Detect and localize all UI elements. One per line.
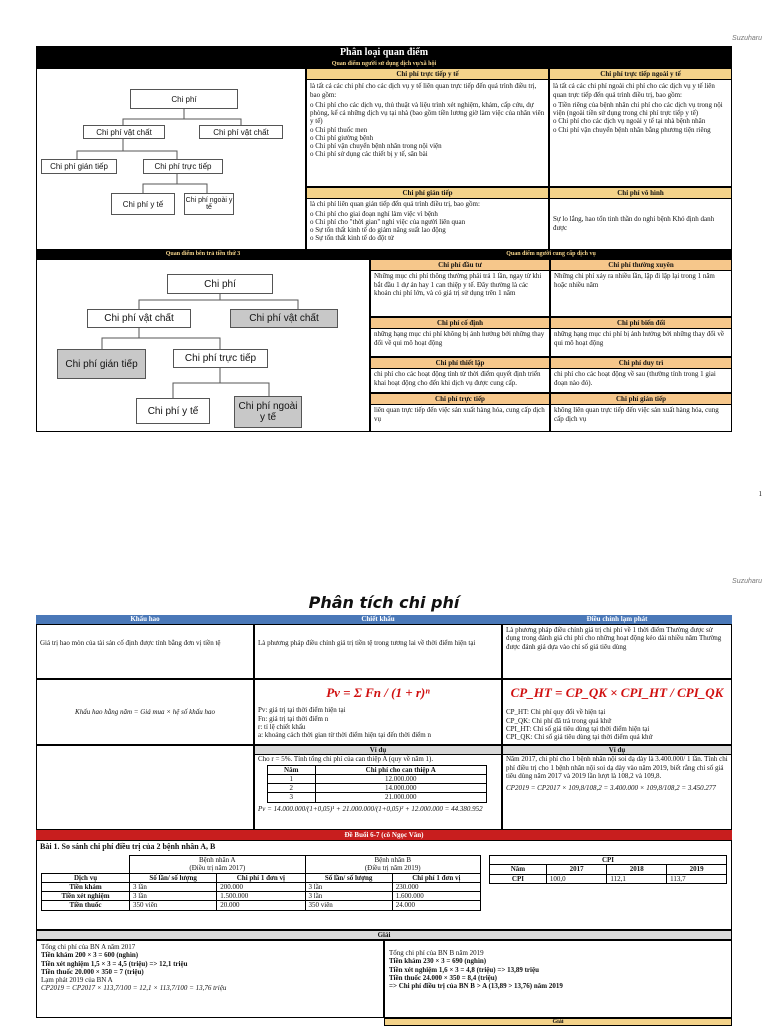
tree2-material-cost-node-2: Chi phí vật chất	[230, 309, 338, 328]
provider-cost-text: những hạng mục chi phí không bị ảnh hưởng bởi những thay đổi về qui mô hoạt động	[374, 330, 545, 347]
solution-a-line: Lạm phát 2019 của BN A	[41, 976, 113, 984]
table-row	[268, 793, 487, 802]
table-cell: 2	[268, 784, 316, 793]
inflation-var-2: CPI_HT: Chỉ số giá tiêu dùng tại thời điểm hiện tại	[506, 724, 650, 733]
analysis-grid	[36, 615, 732, 830]
discount-result: Pv = 14.000.000/(1+0,05)¹ + 21.000.000/(1+0,05)² + 12.000.000 = 44.380.952	[258, 804, 483, 813]
cpi-table	[489, 855, 727, 884]
exercise-table	[41, 855, 481, 911]
direct-nonmedical-cell	[549, 68, 732, 187]
provider-cost-cell	[370, 259, 550, 317]
discount-var-2: r: tỉ lệ chiết khấu	[258, 722, 306, 731]
table-cell: 3 lần	[305, 892, 392, 901]
author-label: Suzuharu	[732, 35, 762, 42]
indirect-header: Chi phí gián tiếp	[307, 188, 548, 199]
tree2-material-cost-node: Chi phí vật chất	[87, 309, 191, 328]
solution-b-line: => Chi phí điều trị của BN B > A (13,89 > 13,76) năm 2019	[389, 982, 563, 990]
depreciation-definition: Giá trị hao mòn của tài sản cố định được tính bằng đơn vị tiền tệ	[36, 624, 254, 679]
provider-cost-text: chi phí cho các hoạt động về sau (thường tính trong 1 giai đoạn nào đó).	[554, 370, 716, 387]
tree2-root-node: Chi phí	[167, 274, 273, 294]
tree2-nonmedical-node: Chi phí ngoài y tế	[234, 396, 302, 428]
direct-nonmedical-list	[550, 101, 731, 134]
provider-cost-header: Chi phí trực tiếp	[371, 394, 549, 405]
list-item: o Sự tổn thất kinh tế do đột tử	[310, 234, 545, 242]
table-cell: 1	[268, 774, 316, 783]
table-cell: 112,1	[607, 874, 667, 883]
provider-cost-cell	[550, 259, 732, 317]
provider-cost-text: liên quan trực tiếp đến việc sản xuất hàng hóa, cung cấp dịch vụ	[374, 406, 545, 423]
provider-cost-text: chi phí cho các hoạt động tính từ thời điểm quyết định triển khai hoạt động cho đến khi dịch vụ được cung cấp.	[374, 370, 541, 387]
patient-a-sub: (Điều trị năm 2017)	[189, 864, 246, 873]
table-cell: 100,0	[546, 874, 606, 883]
list-item: o Chi phí cho các dịch vụ, thủ thuật và liệu trình xét nghiệm, khám, cấp cứu, dự phòng, kể cả những dịch vụ tại nhà (bao gồm tiền lương giờ làm việc của nhân viên y tế)	[310, 101, 545, 126]
solution-a-line: CP2019 = CP2017 × 113,7/100 = 12,1 × 113,7/100 = 13,76 triệu	[41, 984, 227, 993]
solution-b-line: Tiền khám 230 × 3 = 690 (nghìn)	[389, 957, 487, 966]
inflation-formula-cell	[502, 679, 732, 745]
table-cell: 3 lần	[130, 882, 217, 891]
inflation-var-1: CP_QK: Chi phí đã trả trong quá khứ	[506, 716, 612, 725]
indirect-list	[307, 210, 548, 243]
list-item: o Chi phí vận chuyển bệnh nhân bằng phương tiện riêng	[553, 126, 728, 134]
table-header: 2017	[546, 865, 606, 874]
inflation-header: Điều chỉnh lạm phát	[502, 615, 732, 624]
table-header: Số lần/ số lượng	[305, 873, 392, 882]
table-row	[490, 874, 727, 883]
provider-cost-text: những hạng mục chi phí bị ảnh hưởng bởi những thay đổi về qui mô hoạt động	[554, 330, 725, 347]
table-cell: 200.000	[217, 882, 305, 891]
provider-cost-cell	[370, 393, 550, 432]
table-cell: 14.000.000	[315, 784, 487, 793]
table-header: Chi phí 1 đơn vị	[392, 873, 480, 882]
third-party-bar: Quan điểm bên trả tiền thứ 3	[36, 250, 370, 259]
table-header: Năm	[268, 765, 316, 774]
tree-material-cost-node: Chi phí vật chất	[83, 125, 165, 139]
table-header: Năm	[490, 865, 547, 874]
tree2-direct-node: Chi phí trực tiếp	[173, 349, 268, 368]
tree-nonmedical-node: Chi phí ngoài y tế	[184, 193, 234, 215]
indirect-intro: là chi phí liên quan gián tiếp đến quá trình điều trị, bao gồm:	[310, 200, 480, 209]
solution-bar: Giải	[36, 930, 732, 940]
list-item: o Chi phí vận chuyển bệnh nhân trong nội viện	[310, 142, 545, 150]
depreciation-formula: Khấu hao hằng năm = Giá mua × hệ số khấu hao	[36, 679, 254, 745]
depreciation-header: Khấu hao	[36, 615, 254, 624]
provider-grid	[370, 259, 732, 432]
table-header: Dịch vụ	[42, 873, 130, 882]
table-header: 2019	[667, 865, 727, 874]
table-cell: 21.000.000	[315, 793, 487, 802]
author-label-2: Suzuharu	[732, 578, 762, 585]
page-number: 1	[758, 490, 762, 498]
discount-table	[267, 765, 487, 803]
solution-b-line: Tiền thuốc 24.000 × 350 = 8,4 (triệu)	[389, 973, 497, 982]
table-header: Số lần/ số lượng	[130, 873, 217, 882]
exercise-title: Bài 1. So sánh chi phí điều trị của 2 bệnh nhân A, B	[40, 842, 216, 851]
inflation-example	[502, 745, 732, 830]
provider-cost-header: Chi phí biến đổi	[551, 318, 731, 329]
discount-example-text: Cho r = 5%. Tính tổng chi phí của can thiệp A (quy về năm 1).	[258, 755, 434, 764]
list-item: o Chi phí sử dụng các thiết bị y tế, săn bài	[310, 150, 545, 158]
discount-example	[254, 745, 502, 830]
tree-indirect-node: Chi phí gián tiếp	[41, 159, 117, 174]
cost-tree-panel	[36, 68, 306, 250]
indirect-cell	[306, 187, 549, 250]
provider-cost-header: Chi phí cố định	[371, 318, 549, 329]
solution-a-line: Tiền khám 200 × 3 = 600 (nghìn)	[41, 951, 139, 960]
tree-material-cost-node-2: Chi phí vật chất	[199, 125, 283, 139]
intangible-cell	[549, 187, 732, 250]
patient-b-label: Bệnh nhân B	[374, 856, 412, 864]
table-cell: 350 viên	[130, 901, 217, 910]
table-cell: 113,7	[667, 874, 727, 883]
tree2-medical-node: Chi phí y tế	[136, 398, 210, 424]
tree-medical-node: Chi phí y tế	[111, 193, 175, 215]
tree-direct-node: Chi phí trực tiếp	[143, 159, 223, 174]
solution-a	[36, 940, 384, 1018]
tree2-indirect-node: Chi phí gián tiếp	[57, 349, 146, 379]
list-item: o Sự tổn thất kinh tế do giảm năng suất lao động	[310, 226, 545, 234]
intangible-text: Sự lo lắng, hao tổn tinh thần do nghỉ bệnh Khó định danh được	[553, 215, 715, 232]
table-cell: 3 lần	[305, 882, 392, 891]
discount-var-3: a: khoảng cách thời gian từ thời điểm hiện tại đến thời điểm n	[258, 731, 431, 740]
table-cell: 230.000	[392, 882, 480, 891]
table-row	[268, 774, 487, 783]
inflation-var-0: CP_HT: Chi phí quy đổi về hiện tại	[506, 708, 606, 717]
table-cell: 12.000.000	[315, 774, 487, 783]
discount-formula-cell	[254, 679, 502, 745]
tree-root-node: Chi phí	[130, 89, 238, 109]
provider-cost-text: Những chi phí xảy ra nhiều lần, lặp đi lặp lại trong 1 năm hoặc nhiều năm	[554, 272, 715, 289]
inflation-result: CP2019 = CP2017 × 109,8/108,2 = 3.400.000 × 109,8/108,2 = 3.450.277	[506, 784, 716, 792]
table-row	[42, 892, 481, 901]
discount-var-1: Fn: giá trị tại thời điểm n	[258, 714, 329, 723]
inflation-var-3: CPI_QK: Chỉ số giá tiêu dùng tại thời điểm quá khứ	[506, 733, 653, 742]
example-header-2: Ví dụ	[503, 746, 731, 755]
table-header: Chi phí cho can thiệp A	[315, 765, 487, 774]
list-item: o Tiền riêng của bệnh nhân chi phí cho các dịch vụ trong nội viện (ngoài tiền sử dụng trong chi phí trực tiếp y tế)	[553, 101, 728, 118]
solution-a-line: Tổng chi phí của BN A năm 2017	[41, 943, 136, 951]
provider-cost-cell	[550, 393, 732, 432]
page2-title: Phân tích chi phí	[308, 593, 460, 612]
table-cell: 20.000	[217, 901, 305, 910]
table-cell: 3	[268, 793, 316, 802]
patient-b-sub: (Điều trị năm 2019)	[364, 864, 421, 873]
provider-cost-header: Chi phí gián tiếp	[551, 394, 731, 405]
solution-bar-2: Giải	[384, 1018, 732, 1026]
list-item: o Chi phí cho "thời gian" nghỉ việc của người liên quan	[310, 218, 545, 226]
solution-a-line: Tiền xét nghiệm 1,5 × 3 = 4,5 (triệu) => 12,1 triệu	[41, 959, 188, 968]
example-header: Ví dụ	[255, 746, 501, 755]
patient-a-label: Bệnh nhân A	[198, 856, 236, 864]
solution-a-line: Tiền thuốc 20.000 × 350 = 7 (triệu)	[41, 967, 144, 976]
table-row	[42, 901, 481, 910]
table-cell: 1.500.000	[217, 892, 305, 901]
inflation-formula: CP_HT = CP_QK × CPI_HT / CPI_QK	[510, 685, 724, 700]
provider-cost-header: Chi phí đầu tư	[371, 260, 549, 271]
provider-cost-cell	[370, 317, 550, 357]
provider-cost-header: Chi phí duy trì	[551, 358, 731, 369]
cpi-title: CPI	[490, 856, 727, 865]
direct-nonmedical-header: Chi phí trực tiếp ngoài y tế	[550, 69, 731, 80]
provider-cost-text: không liên quan trực tiếp đến việc sản xuất hàng hóa, cung cấp dịch vụ	[554, 406, 719, 423]
table-row	[42, 882, 481, 891]
provider-bar: Quan điểm người cung cấp dịch vụ	[370, 250, 732, 259]
provider-cost-cell	[550, 317, 732, 357]
list-item: o Chi phí thuốc men	[310, 126, 545, 134]
patient-a-header	[130, 856, 305, 874]
provider-cost-cell	[370, 357, 550, 393]
table-cell: Tiền xét nghiệm	[42, 892, 130, 901]
viewpoint-subtitle: Quan điểm người sử dụng dịch vụ/xã hội	[36, 60, 732, 68]
solution-b-line: Tổng chi phí của BN B năm 2019	[389, 949, 484, 957]
discount-var-0: Pv: giá trị tại thời điểm hiện tại	[258, 706, 346, 715]
list-item: o Chi phí cho giai đoạn nghỉ làm việc vì bệnh	[310, 210, 545, 218]
inflation-definition: Là phương pháp điều chỉnh giá trị chi phí về 1 thời điểm Thường được sử dụng trong đánh giá chi phí cho những hoạt động kéo dài nhiều năm Thường được đánh giá dựa vào chỉ số giá tiêu dùng	[502, 624, 732, 679]
page-title: Phân loại quan điểm	[36, 46, 732, 60]
discount-definition: Là phương pháp điều chỉnh giá trị tiền tệ trong tương lai về thời điểm hiện tại	[254, 624, 502, 679]
exercise-panel	[36, 840, 732, 930]
provider-cost-header: Chi phí thường xuyên	[551, 260, 731, 271]
cost-tree-panel-2	[36, 259, 370, 432]
intangible-header: Chi phí vô hình	[550, 188, 731, 199]
list-item: o Chi phí giường bệnh	[310, 134, 545, 142]
empty-cell	[36, 745, 254, 830]
direct-medical-header: Chi phí trực tiếp y tế	[307, 69, 548, 80]
direct-nonmedical-intro: là tất cả các chi phí ngoài chi phí cho các dịch vụ y tế liên quan trực tiếp đến quá trình điều trị, bao gồm:	[553, 82, 715, 99]
inflation-example-text: Năm 2017, chi phí cho 1 bệnh nhân nội soi dạ dày là 3.400.000/ 1 lần. Tính chi phí điều trị cho 1 bệnh nhân nội soi dạ dày vào năm 2019, biết rằng chỉ số giá tiêu dùng năm 2017 và 2019 lần lượt là 108,2 và 109,8.	[506, 755, 728, 780]
solution-b-line: Tiền xét nghiệm 1,6 × 3 = 4,8 (triệu) => 13,89 triệu	[389, 965, 539, 974]
table-cell: 350 viên	[305, 901, 392, 910]
table-cell: 24.000	[392, 901, 480, 910]
direct-medical-list	[307, 101, 548, 159]
list-item: o Chi phí cho các dịch vụ ngoài y tế tại nhà bệnh nhân	[553, 117, 728, 125]
direct-medical-intro: là tất cả các chi phí cho các dịch vụ y tế liên quan trực tiếp đến quá trình điều trị, bao gồm:	[310, 82, 537, 99]
table-header: 2018	[607, 865, 667, 874]
patient-b-header	[305, 856, 481, 874]
session-bar: Đề Buổi 6-7 (cô Ngọc Vân)	[36, 830, 732, 840]
table-cell: 3 lần	[130, 892, 217, 901]
discount-header: Chiết khấu	[254, 615, 502, 624]
table-cell: CPI	[490, 874, 547, 883]
table-cell: 1.600.000	[392, 892, 480, 901]
provider-cost-text: Những mục chi phí thông thường phải trả 1 lần, ngay từ khi bắt đầu 1 dự án hay 1 can thiệp y tế. Đây thường là các khoản chi phí lớn, và có giá trị sử dụng trên 1 năm	[374, 272, 542, 297]
solution-b	[384, 940, 732, 1018]
table-cell: Tiền khám	[42, 882, 130, 891]
provider-cost-cell	[550, 357, 732, 393]
direct-medical-cell	[306, 68, 549, 187]
provider-cost-header: Chi phí thiết lập	[371, 358, 549, 369]
table-cell: Tiền thuốc	[42, 901, 130, 910]
table-header: Chi phí 1 đơn vị	[217, 873, 305, 882]
table-row	[268, 784, 487, 793]
discount-formula: Pv = Σ Fn / (1 + r)ⁿ	[326, 685, 430, 700]
